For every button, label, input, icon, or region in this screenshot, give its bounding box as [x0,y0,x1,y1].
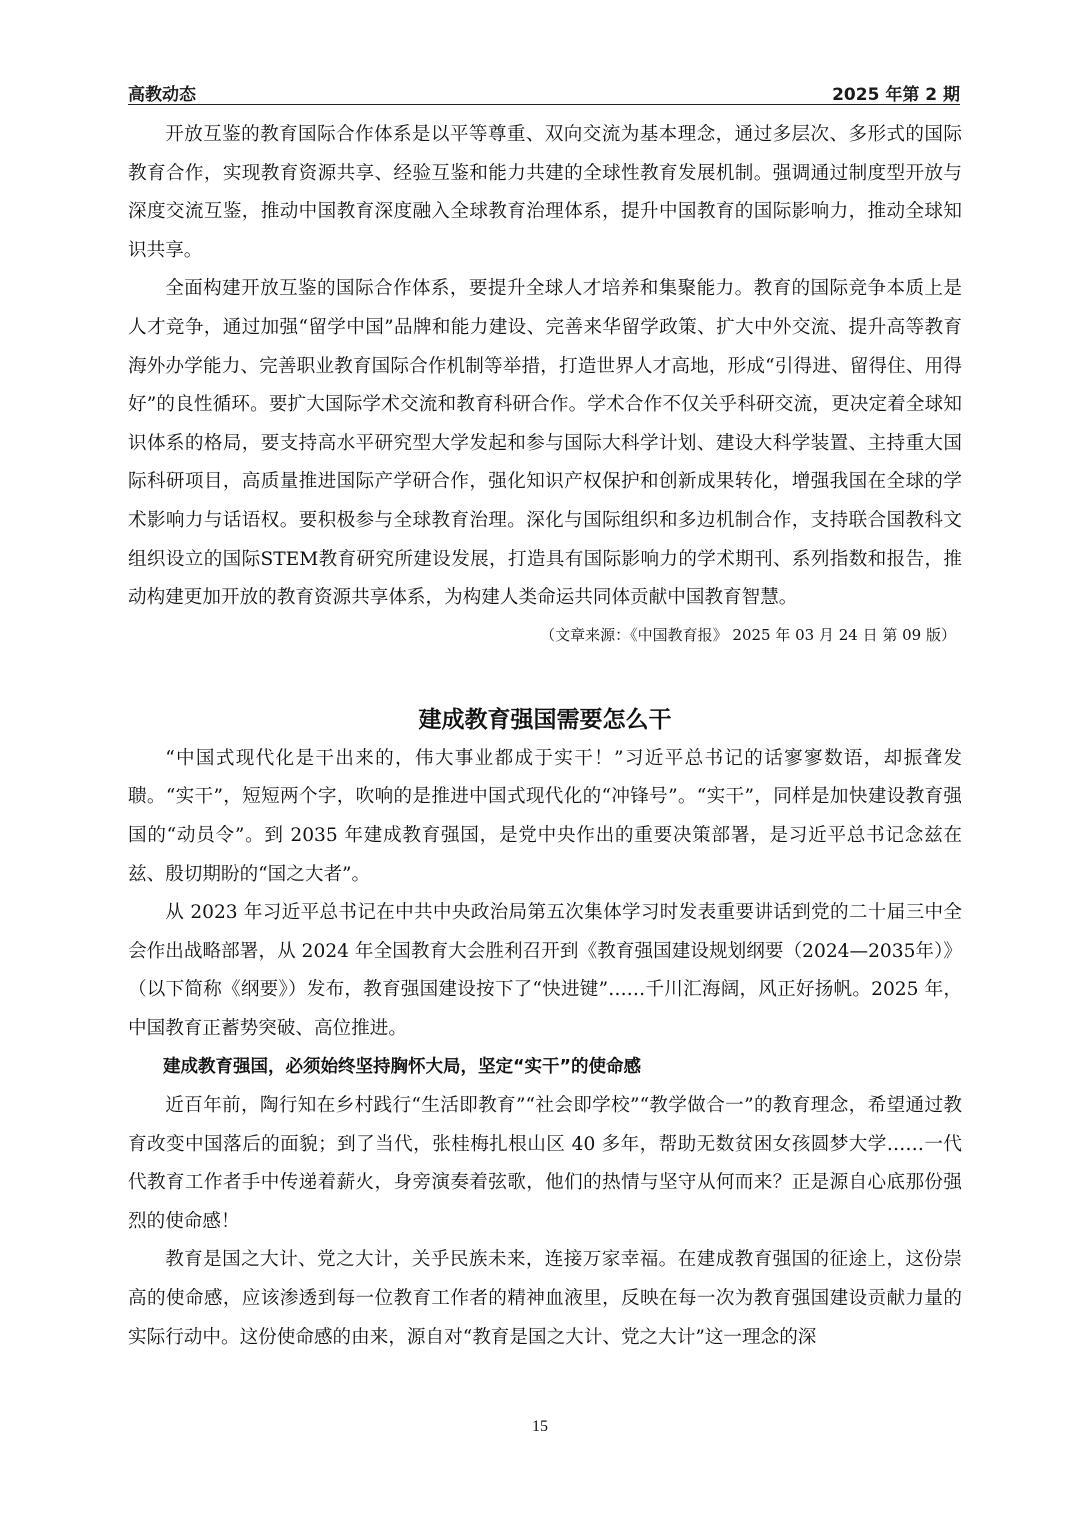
paragraph: 开放互鉴的教育国际合作体系是以平等尊重、双向交流为基本理念，通过多层次、多形式的国际教育合作，实现教育资源共享、经验互鉴和能力共建的全球性教育发展机制。强调通过制度型开放与深度交流互鉴，推动中国教育深度融入全球教育治理体系，提升中国教育的国际影响力，推动全球知识共享。 [128,124,962,261]
section-subheading: 建成教育强国，必须始终坚持胸怀大局，坚定“实干”的使命感 [163,1057,642,1078]
header-divider [128,104,960,105]
article-new [128,700,962,1358]
main-content [128,116,962,1357]
paragraph: “中国式现代化是干出来的，伟大事业都成于实干！”习近平总书记的话寥寥数语，却振聋发聩。“实干”，短短两个字，吹响的是推进中国式现代化的“冲锋号”。“实干”，同样是加快建设教育强国的“动员令”。到 2035 年建成教育强国，是党中央作出的重要决策部署，是习近平总书记念兹在兹、殷切期盼的“国之大者”。 [128,747,962,885]
paragraph: 全面构建开放互鉴的国际合作体系，要提升全球人才培养和集聚能力。教育的国际竞争本质上是人才竞争，通过加强“留学中国”品牌和能力建设、完善来华留学政策、扩大中外交流、提升高等教育海外办学能力、完善职业教育国际合作机制等举措，打造世界人才高地，形成“引得进、留得住、用得好”的良性循环。要扩大国际学术交流和教育科研合作。学术合作不仅关乎科研交流，更决定着全球知识体系的格局，要支持高水平研究型大学发起和参与国际大科学计划、建设大科学装置、主持重大国际科研项目，高质量推进国际产学研合作，强化知识产权保护和创新成果转化，增强我国在全球的学术影响力与话语权。要积极参与全球教育治理。深化与国际组织和多边机制合作，支持联合国教科文组织设立的国际STEM教育研究所建设发展，打造具有国际影响力的学术期刊、系列指数和报告，推动构建更加开放的教育资源共享体系，为构建人类命运共同体贡献中国教育智慧。 [128,278,962,609]
running-header [128,76,960,106]
paragraph: 近百年前，陶行知在乡村践行“生活即教育”“社会即学校”“教学做合一”的教育理念，希望通过教育改变中国落后的面貌；到了当代，张桂梅扎根山区 40 多年，帮助无数贫困女孩圆梦大学……一代代教育工作者手中传递着薪火，身旁演奏着弦歌，他们的热情与坚守从何而来？正是源自心底那份强烈的使命感！ [128,1095,962,1232]
paragraph: 从 2023 年习近平总书记在中共中央政治局第五次集体学习时发表重要讲话到党的二十届三中全会作出战略部署，从 2024 年全国教育大会胜利召开到《教育强国建设规划纲要（2024—2035年）》（以下简称《纲要》）发布，教育强国建设按下了“快进键”……千川汇海阔，风正好扬帆。2025 年，中国教育正蓄势突破、高位推进。 [128,902,962,1039]
page-number: 15 [532,1418,548,1435]
article-title: 建成教育强国需要怎么干 [418,706,672,733]
article-continuation [128,116,962,650]
journal-name: 高教动态 [128,85,196,105]
article-source: （文章来源：《中国教育报》 2025 年 03 月 24 日 第 09 版） [540,625,956,644]
issue-number: 2025 年第 2 期 [832,85,960,105]
paragraph: 教育是国之大计、党之大计，关乎民族未来，连接万家幸福。在建成教育强国的征途上，这份崇高的使命感，应该渗透到每一位教育工作者的精神血液里，反映在每一次为教育强国建设贡献力量的实际行动中。这份使命感的由来，源自对“教育是国之大计、党之大计”这一理念的深 [128,1249,962,1348]
